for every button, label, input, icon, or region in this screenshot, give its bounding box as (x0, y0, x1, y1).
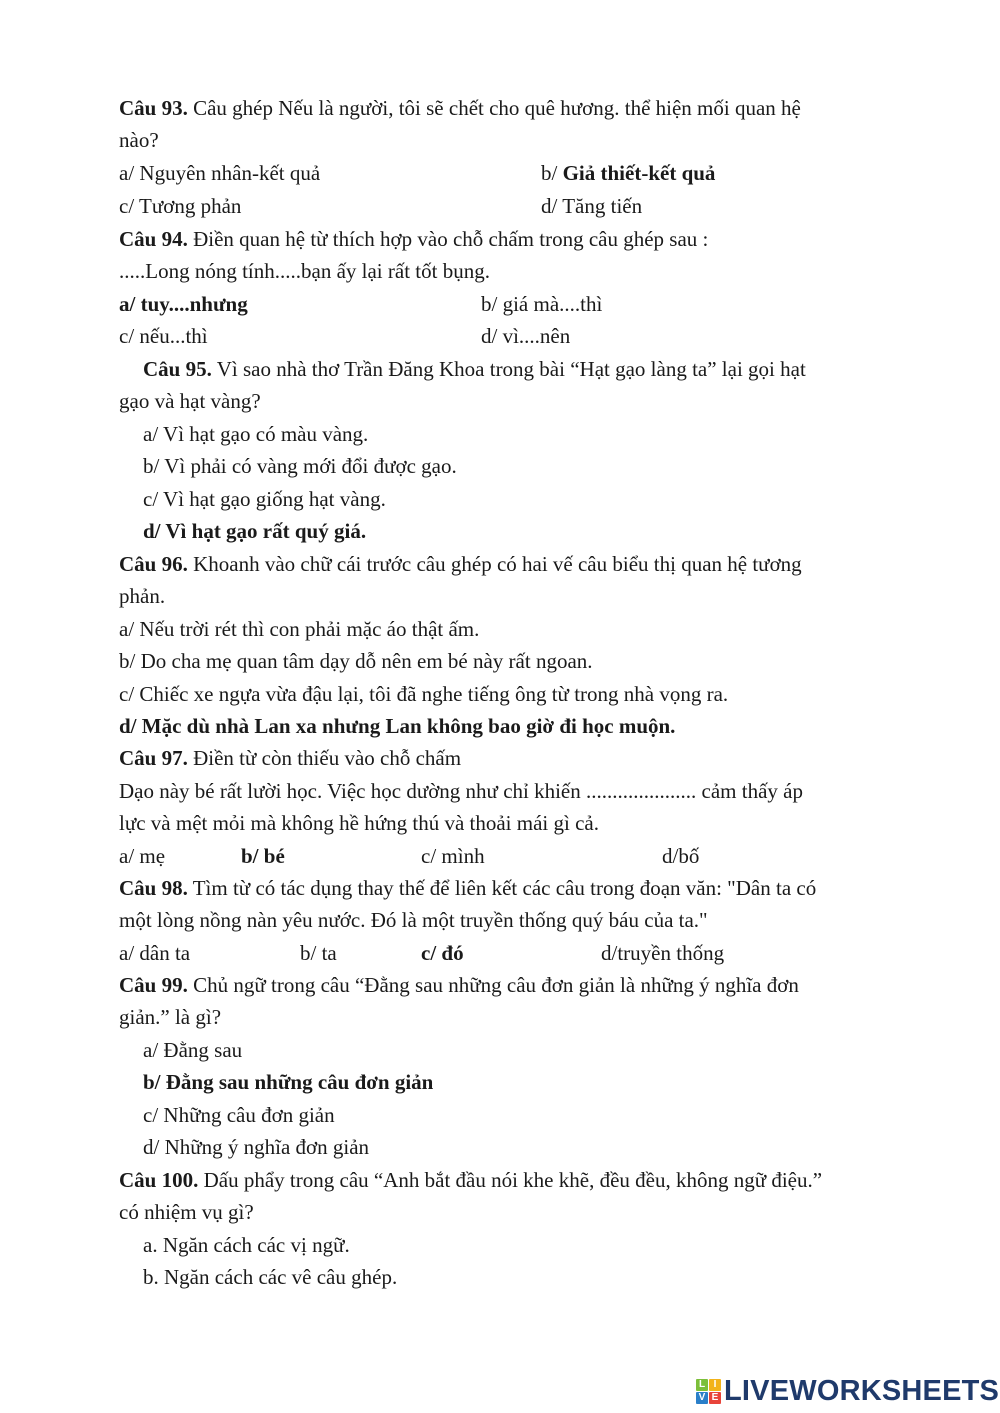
option-96-d[interactable]: d/ Mặc dù nhà Lan xa nhưng Lan không bao giờ đi học muộn. (119, 714, 676, 738)
question-97-stem: Câu 97. Điền từ còn thiếu vào chỗ chấm (119, 746, 462, 770)
option-98-a[interactable]: a/ dân ta (119, 941, 191, 965)
question-100-stem-cont: có nhiệm vụ gì? (119, 1200, 254, 1224)
live-blocks-icon: L I V E (696, 1379, 721, 1404)
option-95-d[interactable]: d/ Vì hạt gạo rất quý giá. (143, 519, 367, 543)
question-96-stem-cont: phản. (119, 584, 166, 608)
option-94-d[interactable]: d/ vì....nên (481, 324, 571, 348)
question-98-stem-cont: một lòng nồng nàn yêu nước. Đó là một truyền thống quý báu của ta." (119, 908, 708, 932)
option-98-d[interactable]: d/truyền thống (601, 941, 725, 965)
option-97-b[interactable]: b/ bé (241, 844, 285, 868)
option-94-c[interactable]: c/ nếu...thì (119, 324, 208, 348)
option-95-a[interactable]: a/ Vì hạt gạo có màu vàng. (143, 422, 369, 446)
question-93-stem-cont: nào? (119, 128, 159, 152)
question-label: Câu 94. (119, 227, 188, 251)
option-100-a[interactable]: a. Ngăn cách các vị ngữ. (143, 1233, 350, 1257)
option-97-c[interactable]: c/ mình (421, 844, 485, 868)
option-99-a[interactable]: a/ Đằng sau (143, 1038, 243, 1062)
option-93-b[interactable]: b/ Giả thiết-kết quả (541, 161, 716, 185)
question-95-stem: Câu 95. Vì sao nhà thơ Trần Đăng Khoa trong bài “Hạt gạo làng ta” lại gọi hạt (143, 357, 806, 381)
option-95-c[interactable]: c/ Vì hạt gạo giống hạt vàng. (143, 487, 386, 511)
option-93-c[interactable]: c/ Tương phản (119, 194, 242, 218)
option-97-a[interactable]: a/ mẹ (119, 844, 166, 868)
option-99-d[interactable]: d/ Những ý nghĩa đơn giản (143, 1135, 370, 1159)
question-96-stem: Câu 96. Khoanh vào chữ cái trước câu ghép có hai vế câu biểu thị quan hệ tương (119, 552, 802, 576)
question-label: Câu 96. (119, 552, 188, 576)
option-96-c[interactable]: c/ Chiếc xe ngựa vừa đậu lại, tôi đã nghe tiếng ông từ trong nhà vọng ra. (119, 682, 729, 706)
option-93-d[interactable]: d/ Tăng tiến (541, 194, 643, 218)
option-97-d[interactable]: d/bố (662, 844, 700, 868)
option-94-b[interactable]: b/ giá mà....thì (481, 292, 603, 316)
question-label: Câu 98. (119, 876, 188, 900)
option-98-b[interactable]: b/ ta (300, 941, 337, 965)
option-99-b[interactable]: b/ Đằng sau những câu đơn giản (143, 1070, 434, 1094)
question-97-passage-cont: lực và mệt mỏi mà không hề hứng thú và thoải mái gì cả. (119, 811, 599, 835)
question-97-passage: Dạo này bé rất lười học. Việc học dường như chỉ khiến ..................... cảm thấy áp (119, 779, 803, 803)
question-label: Câu 99. (119, 973, 188, 997)
option-96-b[interactable]: b/ Do cha mẹ quan tâm dạy dỗ nên em bé này rất ngoan. (119, 649, 593, 673)
question-label: Câu 95. (143, 357, 212, 381)
option-100-b[interactable]: b. Ngăn cách các vê câu ghép. (143, 1265, 398, 1289)
question-94-sentence: .....Long nóng tính.....bạn ấy lại rất tốt bụng. (119, 259, 490, 283)
question-label: Câu 100. (119, 1168, 199, 1192)
liveworksheets-logo (696, 1376, 999, 1406)
question-label: Câu 97. (119, 746, 188, 770)
option-96-a[interactable]: a/ Nếu trời rét thì con phải mặc áo thật ấm. (119, 617, 480, 641)
question-99-stem: Câu 99. Chủ ngữ trong câu “Đằng sau những câu đơn giản là những ý nghĩa đơn (119, 973, 799, 997)
question-95-stem-cont: gạo và hạt vàng? (119, 389, 261, 413)
question-98-stem: Câu 98. Tìm từ có tác dụng thay thế để liên kết các câu trong đoạn văn: "Dân ta có (119, 876, 817, 900)
logo-wordmark: LIVEWORKSHEETS (724, 1374, 1000, 1407)
question-label: Câu 93. (119, 96, 188, 120)
question-94-stem: Câu 94. Điền quan hệ từ thích hợp vào chỗ chấm trong câu ghép sau : (119, 227, 709, 251)
option-95-b[interactable]: b/ Vì phải có vàng mới đổi được gạo. (143, 454, 457, 478)
option-94-a[interactable]: a/ tuy....nhưng (119, 292, 248, 316)
question-100-stem: Câu 100. Dấu phẩy trong câu “Anh bắt đầu nói khe khẽ, đều đều, không ngữ điệu.” (119, 1168, 823, 1192)
option-98-c[interactable]: c/ đó (421, 941, 464, 965)
question-93-stem: Câu 93. Câu ghép Nếu là người, tôi sẽ chết cho quê hương. thể hiện mối quan hệ (119, 96, 801, 120)
question-99-stem-cont: giản.” là gì? (119, 1005, 222, 1029)
option-93-a[interactable]: a/ Nguyên nhân-kết quả (119, 161, 321, 185)
option-99-c[interactable]: c/ Những câu đơn giản (143, 1103, 335, 1127)
